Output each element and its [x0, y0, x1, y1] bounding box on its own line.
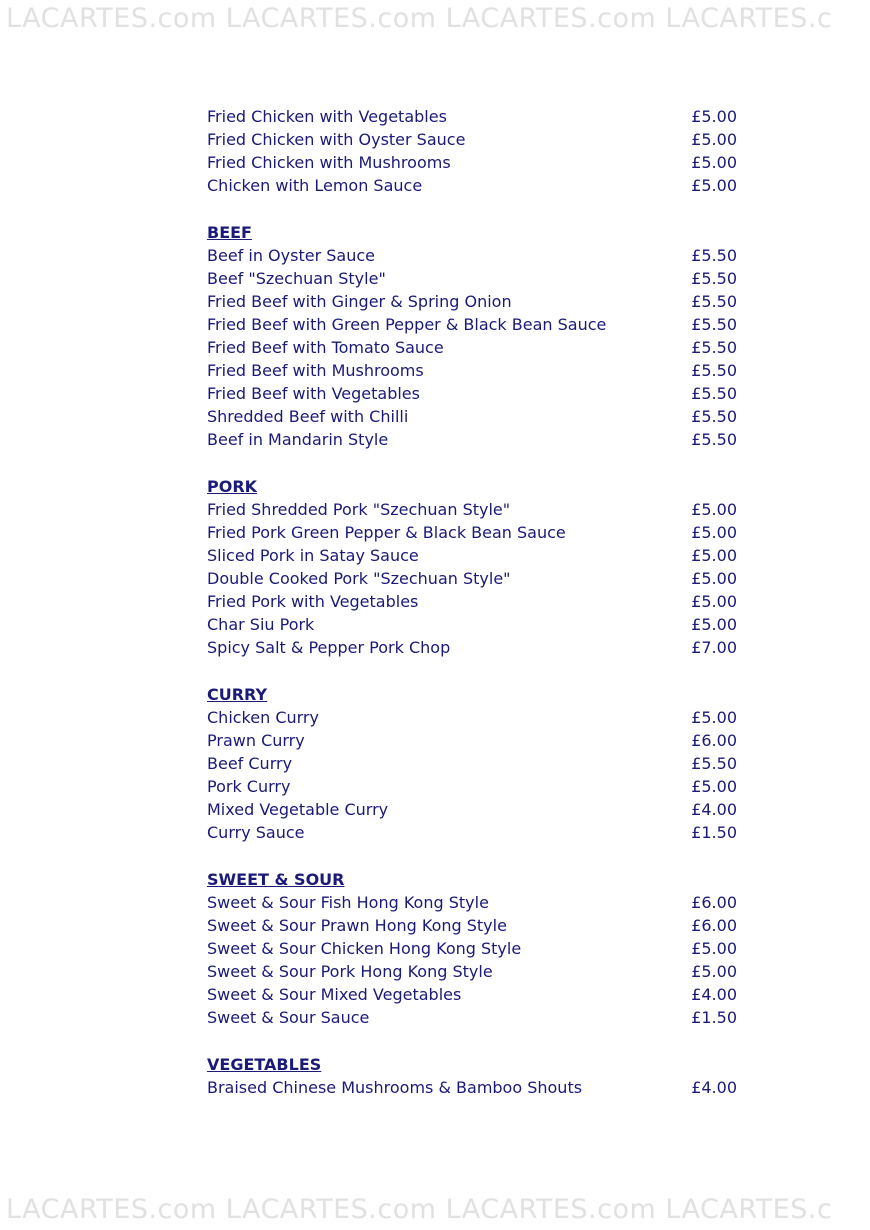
- menu-item: [207, 428, 737, 451]
- menu-item: [207, 567, 737, 590]
- menu-item-price: £5.50: [691, 384, 737, 403]
- menu-item: [207, 937, 737, 960]
- menu-item-name: Fried Beef with Mushrooms: [207, 361, 424, 380]
- menu-item-price: £4.00: [691, 985, 737, 1004]
- menu-item-price: £5.50: [691, 315, 737, 334]
- section-heading: PORK: [207, 477, 258, 496]
- menu-item-name: Fried Beef with Vegetables: [207, 384, 420, 403]
- watermark-bottom: LACARTES.com LACARTES.com LACARTES.com LACARTES.c: [6, 1194, 833, 1225]
- menu-item: [207, 174, 737, 197]
- menu-item-price: £5.50: [691, 407, 737, 426]
- menu-item: [207, 590, 737, 613]
- menu-item-price: £1.50: [691, 1008, 737, 1027]
- menu-item-name: Braised Chinese Mushrooms & Bamboo Shouts: [207, 1078, 583, 1097]
- menu-item-price: £5.50: [691, 269, 737, 288]
- menu-item: [207, 821, 737, 844]
- menu-item: [207, 798, 737, 821]
- menu-section: [207, 1053, 737, 1099]
- menu-item-name: Fried Chicken with Vegetables: [207, 107, 447, 126]
- menu-page: [207, 105, 737, 1123]
- menu-item-price: £5.00: [691, 176, 737, 195]
- menu-item: [207, 544, 737, 567]
- menu-item-name: Pork Curry: [207, 777, 291, 796]
- menu-item-name: Sweet & Sour Sauce: [207, 1008, 370, 1027]
- menu-item-price: £4.00: [691, 1078, 737, 1097]
- menu-item: [207, 382, 737, 405]
- menu-item: [207, 336, 737, 359]
- menu-item-price: £5.00: [691, 777, 737, 796]
- menu-item-name: Shredded Beef with Chilli: [207, 407, 409, 426]
- menu-item: [207, 960, 737, 983]
- menu-item-price: £5.50: [691, 338, 737, 357]
- menu-item-name: Sweet & Sour Prawn Hong Kong Style: [207, 916, 507, 935]
- menu-item-price: £5.00: [691, 939, 737, 958]
- menu-item: [207, 521, 737, 544]
- menu-item-name: Char Siu Pork: [207, 615, 315, 634]
- menu-item-price: £5.00: [691, 107, 737, 126]
- menu-item: [207, 1076, 737, 1099]
- menu-item: [207, 498, 737, 521]
- menu-item: [207, 244, 737, 267]
- menu-item: [207, 752, 737, 775]
- menu-item: [207, 636, 737, 659]
- menu-item-price: £5.00: [691, 546, 737, 565]
- menu-item-name: Fried Chicken with Mushrooms: [207, 153, 451, 172]
- menu-item: [207, 128, 737, 151]
- menu-item-name: Fried Beef with Green Pepper & Black Bean Sauce: [207, 315, 607, 334]
- watermark-top: LACARTES.com LACARTES.com LACARTES.com LACARTES.c: [6, 3, 833, 34]
- menu-item-price: £5.00: [691, 708, 737, 727]
- menu-section: [207, 475, 737, 659]
- menu-item-name: Beef in Oyster Sauce: [207, 246, 375, 265]
- menu-item: [207, 267, 737, 290]
- menu-item: [207, 914, 737, 937]
- menu-item-name: Sweet & Sour Pork Hong Kong Style: [207, 962, 493, 981]
- menu-item-price: £5.50: [691, 292, 737, 311]
- menu-item-name: Fried Chicken with Oyster Sauce: [207, 130, 466, 149]
- menu-item-price: £6.00: [691, 893, 737, 912]
- menu-item-name: Prawn Curry: [207, 731, 305, 750]
- menu-item-name: Spicy Salt & Pepper Pork Chop: [207, 638, 451, 657]
- section-heading: VEGETABLES: [207, 1055, 322, 1074]
- menu-item: [207, 775, 737, 798]
- menu-item-price: £5.00: [691, 592, 737, 611]
- intro-section: [207, 105, 737, 197]
- menu-item-name: Double Cooked Pork "Szechuan Style": [207, 569, 511, 588]
- menu-item-name: Fried Pork with Vegetables: [207, 592, 419, 611]
- menu-item-price: £5.50: [691, 430, 737, 449]
- menu-item-price: £1.50: [691, 823, 737, 842]
- menu-item-name: Fried Shredded Pork "Szechuan Style": [207, 500, 511, 519]
- menu-item-price: £5.00: [691, 500, 737, 519]
- menu-item-name: Chicken with Lemon Sauce: [207, 176, 423, 195]
- menu-item-price: £5.50: [691, 246, 737, 265]
- menu-item-price: £5.00: [691, 569, 737, 588]
- menu-item-name: Chicken Curry: [207, 708, 319, 727]
- menu-item: [207, 983, 737, 1006]
- menu-item: [207, 313, 737, 336]
- menu-item-price: £5.00: [691, 523, 737, 542]
- menu-item: [207, 151, 737, 174]
- menu-section: [207, 221, 737, 451]
- menu-item-price: £5.50: [691, 754, 737, 773]
- menu-item-name: Sweet & Sour Fish Hong Kong Style: [207, 893, 489, 912]
- menu-item: [207, 359, 737, 382]
- menu-item: [207, 290, 737, 313]
- menu-item-price: £4.00: [691, 800, 737, 819]
- menu-item: [207, 729, 737, 752]
- menu-item-name: Mixed Vegetable Curry: [207, 800, 389, 819]
- menu-item-price: £6.00: [691, 916, 737, 935]
- menu-item: [207, 105, 737, 128]
- menu-item-price: £5.00: [691, 130, 737, 149]
- menu-section: [207, 683, 737, 844]
- menu-item-name: Sliced Pork in Satay Sauce: [207, 546, 419, 565]
- menu-item-name: Sweet & Sour Mixed Vegetables: [207, 985, 462, 1004]
- menu-item: [207, 706, 737, 729]
- menu-item-price: £5.00: [691, 615, 737, 634]
- menu-item-name: Sweet & Sour Chicken Hong Kong Style: [207, 939, 522, 958]
- menu-item-price: £5.00: [691, 153, 737, 172]
- menu-item-name: Curry Sauce: [207, 823, 305, 842]
- menu-item-price: £6.00: [691, 731, 737, 750]
- menu-item-name: Fried Beef with Tomato Sauce: [207, 338, 444, 357]
- menu-item-name: Fried Beef with Ginger & Spring Onion: [207, 292, 512, 311]
- menu-section: [207, 868, 737, 1029]
- section-heading: SWEET & SOUR: [207, 870, 345, 889]
- menu-item: [207, 891, 737, 914]
- menu-item-name: Beef Curry: [207, 754, 293, 773]
- menu-sections: [207, 221, 737, 1099]
- menu-item-name: Fried Pork Green Pepper & Black Bean Sauce: [207, 523, 566, 542]
- menu-item: [207, 613, 737, 636]
- menu-item-price: £5.00: [691, 962, 737, 981]
- menu-item-name: Beef "Szechuan Style": [207, 269, 386, 288]
- menu-item-price: £5.50: [691, 361, 737, 380]
- menu-item: [207, 1006, 737, 1029]
- section-heading: BEEF: [207, 223, 252, 242]
- menu-item-name: Beef in Mandarin Style: [207, 430, 389, 449]
- menu-item: [207, 405, 737, 428]
- section-heading: CURRY: [207, 685, 268, 704]
- menu-item-price: £7.00: [691, 638, 737, 657]
